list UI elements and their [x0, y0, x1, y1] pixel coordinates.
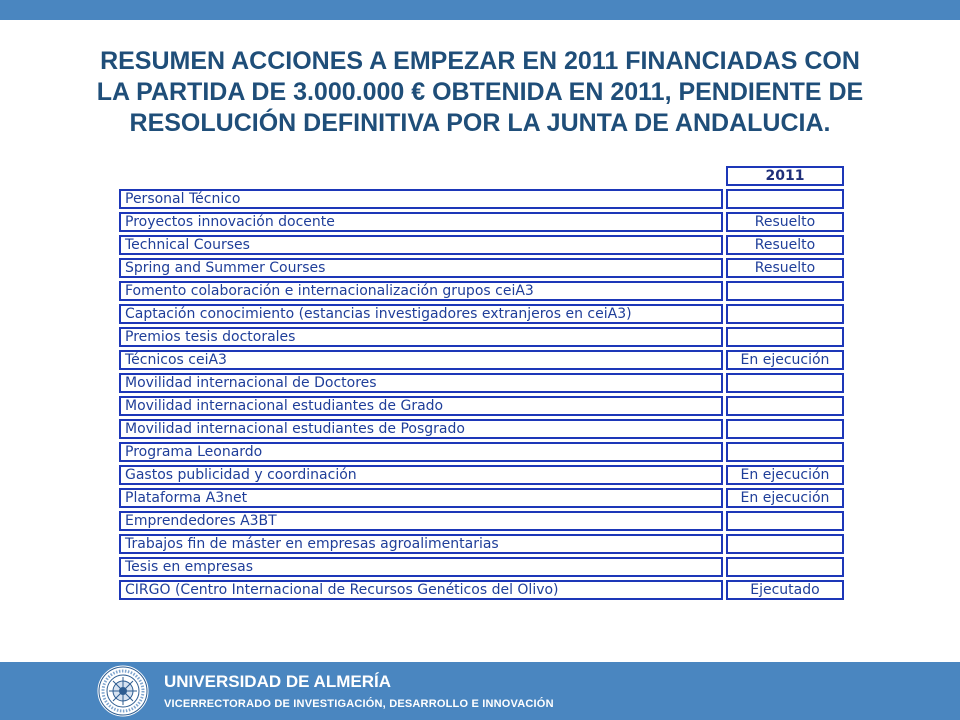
action-status: Ejecutado — [726, 580, 844, 600]
table-row — [119, 304, 844, 324]
action-status — [726, 396, 844, 416]
action-label: Programa Leonardo — [119, 442, 723, 462]
table-row — [119, 235, 844, 255]
table-row — [119, 557, 844, 577]
action-status: Resuelto — [726, 235, 844, 255]
action-label: Trabajos fin de máster en empresas agroalimentarias — [119, 534, 723, 554]
table-row — [119, 442, 844, 462]
action-label: Personal Técnico — [119, 189, 723, 209]
action-label: Fomento colaboración e internacionalización grupos ceiA3 — [119, 281, 723, 301]
action-label: Spring and Summer Courses — [119, 258, 723, 278]
action-label: Emprendedores A3BT — [119, 511, 723, 531]
title-line-1: RESUMEN ACCIONES A EMPEZAR EN 2011 FINANCIADAS CON — [100, 47, 860, 75]
table-row — [119, 488, 844, 508]
top-bar — [0, 0, 960, 20]
action-label: CIRGO (Centro Internacional de Recursos Genéticos del Olivo) — [119, 580, 723, 600]
table-row — [119, 511, 844, 531]
action-status — [726, 281, 844, 301]
action-status — [726, 373, 844, 393]
table-row — [119, 465, 844, 485]
header-empty-cell — [119, 166, 723, 186]
table-row — [119, 350, 844, 370]
table-row — [119, 534, 844, 554]
action-label: Técnicos ceiA3 — [119, 350, 723, 370]
action-status — [726, 419, 844, 439]
table-header-row — [119, 166, 844, 186]
action-label: Movilidad internacional estudiantes de Posgrado — [119, 419, 723, 439]
page-title — [40, 46, 920, 139]
university-name: UNIVERSIDAD DE ALMERÍA — [164, 672, 391, 691]
title-line-2: LA PARTIDA DE 3.000.000 € OBTENIDA EN 2011, PENDIENTE DE — [96, 78, 864, 106]
action-status — [726, 557, 844, 577]
university-seal-icon — [96, 664, 150, 718]
action-status — [726, 511, 844, 531]
action-status — [726, 327, 844, 347]
table-row — [119, 327, 844, 347]
actions-table-body — [119, 166, 844, 600]
action-status — [726, 189, 844, 209]
action-label: Technical Courses — [119, 235, 723, 255]
table-row — [119, 419, 844, 439]
action-status — [726, 304, 844, 324]
actions-table — [119, 163, 844, 603]
action-label: Plataforma A3net — [119, 488, 723, 508]
action-status: En ejecución — [726, 350, 844, 370]
action-label: Proyectos innovación docente — [119, 212, 723, 232]
action-status — [726, 442, 844, 462]
action-status: En ejecución — [726, 488, 844, 508]
vicerrectorado-name: VICERRECTORADO DE INVESTIGACIÓN, DESARROLLO E INNOVACIÓN — [164, 698, 554, 710]
action-status: En ejecución — [726, 465, 844, 485]
table-row — [119, 281, 844, 301]
table-row — [119, 212, 844, 232]
action-label: Premios tesis doctorales — [119, 327, 723, 347]
year-header: 2011 — [726, 166, 844, 186]
title-line-3: RESOLUCIÓN DEFINITIVA POR LA JUNTA DE ANDALUCIA. — [129, 109, 831, 137]
action-status: Resuelto — [726, 258, 844, 278]
action-label: Tesis en empresas — [119, 557, 723, 577]
table-row — [119, 580, 844, 600]
table-row — [119, 258, 844, 278]
action-status — [726, 534, 844, 554]
action-label: Captación conocimiento (estancias investigadores extranjeros en ceiA3) — [119, 304, 723, 324]
action-label: Gastos publicidad y coordinación — [119, 465, 723, 485]
action-label: Movilidad internacional de Doctores — [119, 373, 723, 393]
table-row — [119, 396, 844, 416]
action-label: Movilidad internacional estudiantes de Grado — [119, 396, 723, 416]
table-row — [119, 189, 844, 209]
table-row — [119, 373, 844, 393]
action-status: Resuelto — [726, 212, 844, 232]
